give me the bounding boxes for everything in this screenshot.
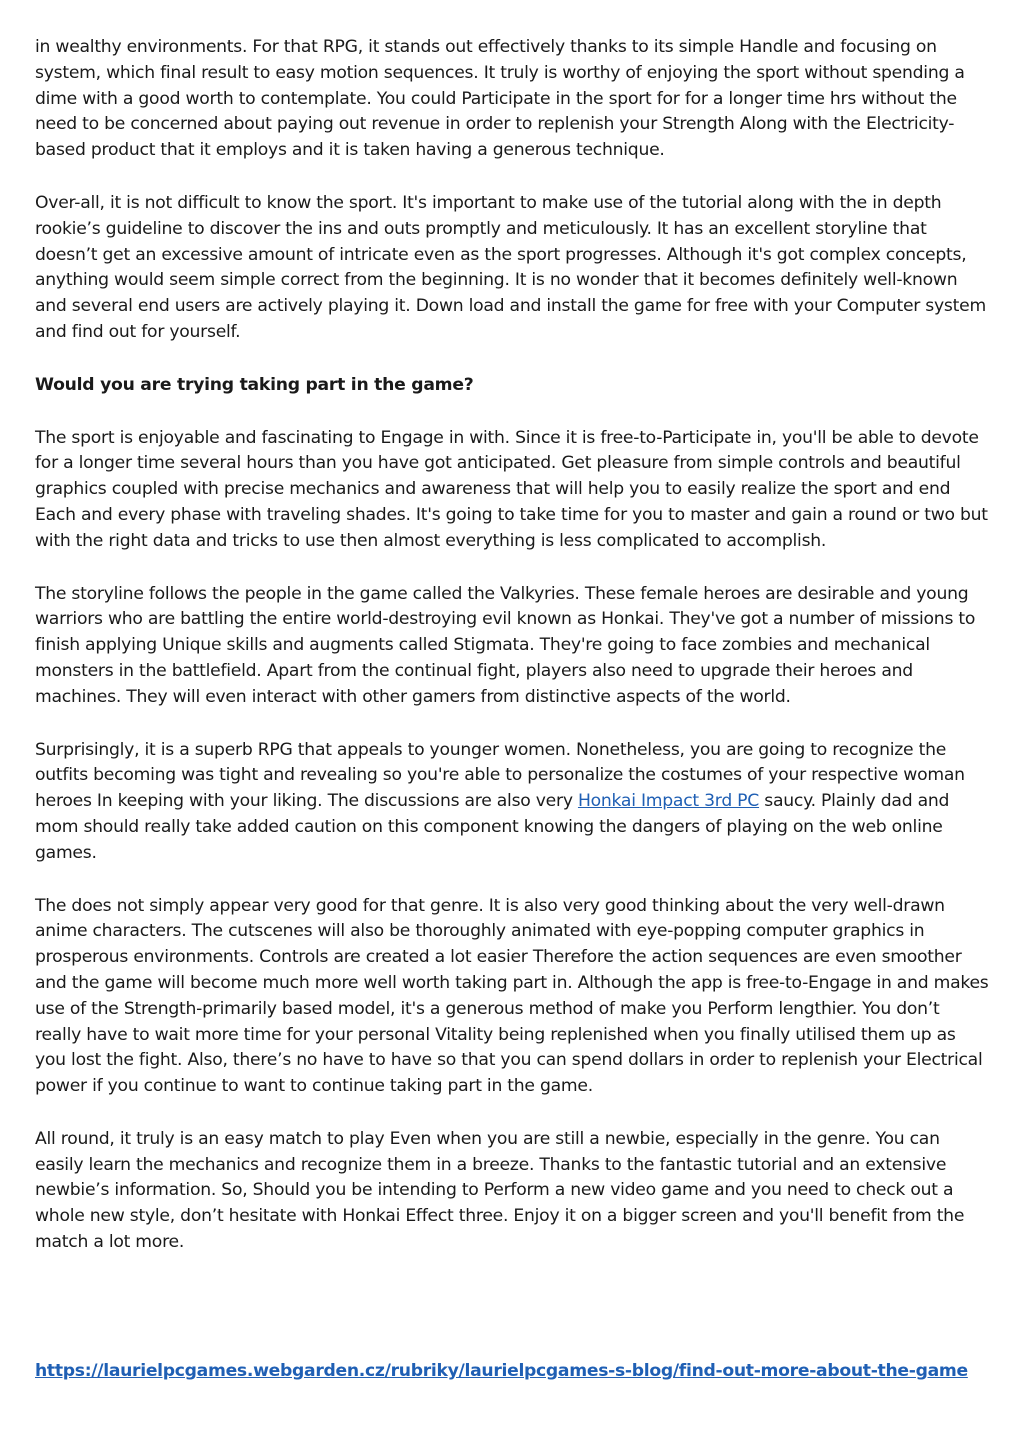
footer-url-link[interactable]: https://laurielpcgames.webgarden.cz/rubriky/laurielpcgames-s-blog/find-out-more-about-the-game [35, 1361, 968, 1381]
paragraph-7: All round, it truly is an easy match to play Even when you are still a newbie, especially in the genre. You can easily learn the mechanics and recognize them in a breeze. Thanks to the fantastic tutorial and an extensive newbie’s information. So, Should you be intending to Perform a new video game and you need to check out a whole new style, don’t hesitate with Honkai Effect three. Enjoy it on a bigger screen and you'll benefit from the match a lot more. [35, 1128, 965, 1253]
section-heading: Would you are trying taking part in the game? [35, 374, 474, 395]
paragraph-4: The storyline follows the people in the game called the Valkyries. These female heroes are desirable and young warriors who are battling the entire world-destroying evil known as Honkai. They've got a number of missions to finish applying Unique skills and augments called Stigmata. They're going to face zombies and mechanical monsters in the battlefield. Apart from the continual fight, players also need to upgrade their heroes and machines. They will even interact with other gamers from distinctive aspects of the world. [35, 583, 976, 707]
honkai-impact-link[interactable]: Honkai Impact 3rd PC [577, 791, 760, 812]
paragraph-1: in wealthy environments. For that RPG, it stands out effectively thanks to its simple Handle and focusing on system, which final result to easy motion sequences. It truly is worthy of enjoying the sport without spending a dime with a good worth to contemplate. You could Participate in the sport for for a longer time hrs without the need to be concerned about paying out revenue in order to replenish your Strength Along with the Electricity-based product that it employs and it is taken having a generous technique. [35, 37, 965, 161]
paragraph-5 [35, 738, 990, 867]
footer-url-container [35, 1358, 995, 1384]
paragraph-5-text-before: Surprisingly, it is a superb RPG that appeals to younger women. Nonetheless, you are going to recognize the outfits becoming was tight and revealing so you're able to personalize the costumes of your respective woman heroes In keeping with your liking. The discussions are also very [35, 739, 965, 812]
document-body [35, 35, 990, 1283]
paragraph-6: The does not simply appear very good for that genre. It is also very good thinking about the very well-drawn anime characters. The cutscenes will also be thoroughly animated with eye-popping computer graphics in prosperous environments. Controls are created a lot easier Therefore the action sequences are even smoother and the game will become much more well worth taking part in. Although the app is free-to-Engage in and makes use of the Strength-primarily based model, it's a generous method of make you Perform lengthier. You don’t really have to wait more time for your personal Vitality being replenished when you finally utilised them up as you lost the fight. Also, there’s no have to have so that you can spend dollars in order to replenish your Electrical power if you continue to want to continue taking part in the game. [35, 895, 989, 1097]
paragraph-5-text-after: saucy. Plainly dad and mom should really take added caution on this component knowing the dangers of playing on the web online games. [35, 791, 950, 863]
paragraph-2: Over-all, it is not difficult to know the sport. It's important to make use of the tutorial along with the in depth rookie’s guideline to discover the ins and outs promptly and meticulously. It has an excellent storyline that doesn’t get an excessive amount of intricate even as the sport progresses. Although it's got complex concepts, anything would seem simple correct from the beginning. It is no wonder that it becomes definitely well-known and several end users are actively playing it. Down load and install the game for free with your Computer system and find out for yourself. [35, 192, 986, 342]
paragraph-3: The sport is enjoyable and fascinating to Engage in with. Since it is free-to-Participate in, you'll be able to devote for a longer time several hours than you have got anticipated. Get pleasure from simple controls and beautiful graphics coupled with precise mechanics and awareness that will help you to easily realize the sport and end Each and every phase with traveling shades. It's going to take time for you to master and gain a round or two but with the right data and tricks to use then almost everything is less complicated to accomplish. [35, 427, 988, 551]
